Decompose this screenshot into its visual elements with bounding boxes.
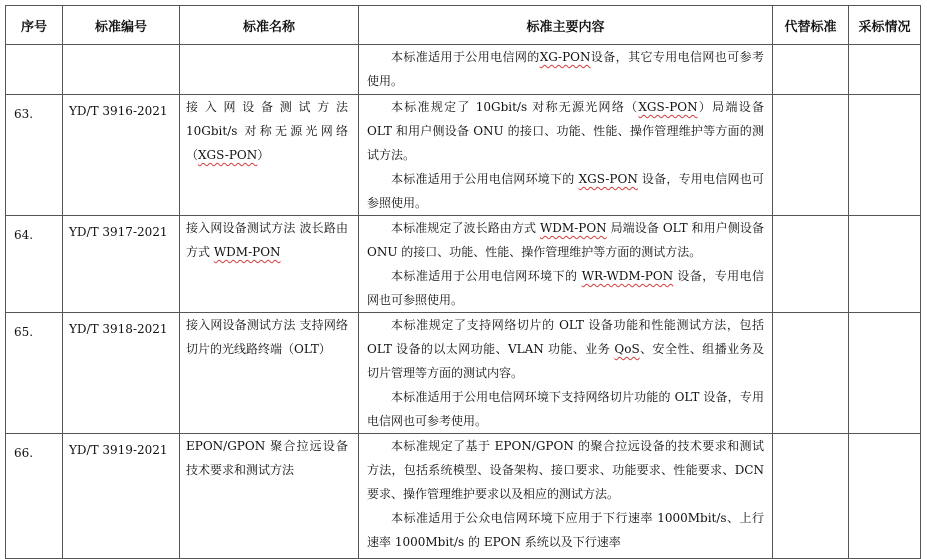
cell-number: YD/T 3917-2021 <box>63 216 180 313</box>
cell-adopt <box>849 45 921 95</box>
cell-content <box>359 95 773 216</box>
cell-seq: 64. <box>6 216 63 313</box>
cell-content <box>359 434 773 559</box>
cell-content <box>359 313 773 434</box>
header-replace: 代替标准 <box>773 6 849 45</box>
content-paragraph: 本标准适用于公用电信网环境下的 XGS-PON 设备，专用电信网也可参照使用。 <box>367 172 764 210</box>
cell-number: YD/T 3919-2021 <box>63 434 180 559</box>
content-paragraph: 本标准规定了波长路由方式 WDM-PON 局端设备 OLT 和用户侧设备 ONU 的接口、功能、性能、操作管理维护等方面的测试方法。 <box>367 221 764 259</box>
cell-adopt <box>849 216 921 313</box>
content-paragraph: 本标准适用于公众电信网环境下应用于下行速率 1000Mbit/s、上行速率 1000Mbit/s 的 EPON 系统以及下行速率 <box>367 511 764 549</box>
header-content: 标准主要内容 <box>359 6 773 45</box>
table-row <box>6 216 921 313</box>
content-paragraph: 本标准适用于公用电信网环境下的 WR-WDM-PON 设备，专用电信网也可参照使用。 <box>367 269 764 307</box>
cell-name: 接入网设备测试方法 10Gbit/s 对称无源光网络（XGS-PON） <box>180 95 359 216</box>
header-seq: 序号 <box>6 6 63 45</box>
header-name: 标准名称 <box>180 6 359 45</box>
cell-number: YD/T 3918-2021 <box>63 313 180 434</box>
table-header-row <box>6 6 921 45</box>
cell-adopt <box>849 95 921 216</box>
cell-replace <box>773 434 849 559</box>
cell-name <box>180 45 359 95</box>
cell-replace <box>773 45 849 95</box>
cell-content <box>359 45 773 95</box>
cell-seq: 65. <box>6 313 63 434</box>
cell-name: 接入网设备测试方法 支持网络切片的光线路终端（OLT） <box>180 313 359 434</box>
content-paragraph: 本标准规定了基于 EPON/GPON 的聚合拉远设备的技术要求和测试方法，包括系统模型、设备架构、接口要求、功能要求、性能要求、DCN 要求、操作管理维护要求以及相应的测试方法。 <box>367 439 764 501</box>
standards-table <box>5 5 921 559</box>
table-row <box>6 95 921 216</box>
content-paragraph: 本标准适用于公用电信网环境下支持网络切片功能的 OLT 设备，专用电信网也可参考使用。 <box>367 390 764 428</box>
content-paragraph: 本标准规定了 10Gbit/s 对称无源光网络（XGS-PON）局端设备 OLT 和用户侧设备 ONU 的接口、功能、性能、操作管理维护等方面的测试方法。 <box>367 100 764 162</box>
cell-adopt <box>849 313 921 434</box>
cell-seq: 63. <box>6 95 63 216</box>
table-row <box>6 313 921 434</box>
cell-name: EPON/GPON 聚合拉远设备技术要求和测试方法 <box>180 434 359 559</box>
content-paragraph: 本标准规定了支持网络切片的 OLT 设备功能和性能测试方法，包括 OLT 设备的以太网功能、VLAN 功能、业务 QoS、安全性、组播业务及切片管理等方面的测试内容。 <box>367 318 764 380</box>
table-row <box>6 434 921 559</box>
cell-replace <box>773 95 849 216</box>
cell-adopt <box>849 434 921 559</box>
cell-replace <box>773 313 849 434</box>
cell-number <box>63 45 180 95</box>
cell-seq: 66. <box>6 434 63 559</box>
header-adopt: 采标情况 <box>849 6 921 45</box>
cell-name: 接入网设备测试方法 波长路由方式 WDM-PON <box>180 216 359 313</box>
header-number: 标准编号 <box>63 6 180 45</box>
table-row-continuation <box>6 45 921 95</box>
cell-number: YD/T 3916-2021 <box>63 95 180 216</box>
content-paragraph: 本标准适用于公用电信网的XG-PON设备，其它专用电信网也可参考使用。 <box>367 50 764 88</box>
cell-seq <box>6 45 63 95</box>
cell-content <box>359 216 773 313</box>
cell-replace <box>773 216 849 313</box>
